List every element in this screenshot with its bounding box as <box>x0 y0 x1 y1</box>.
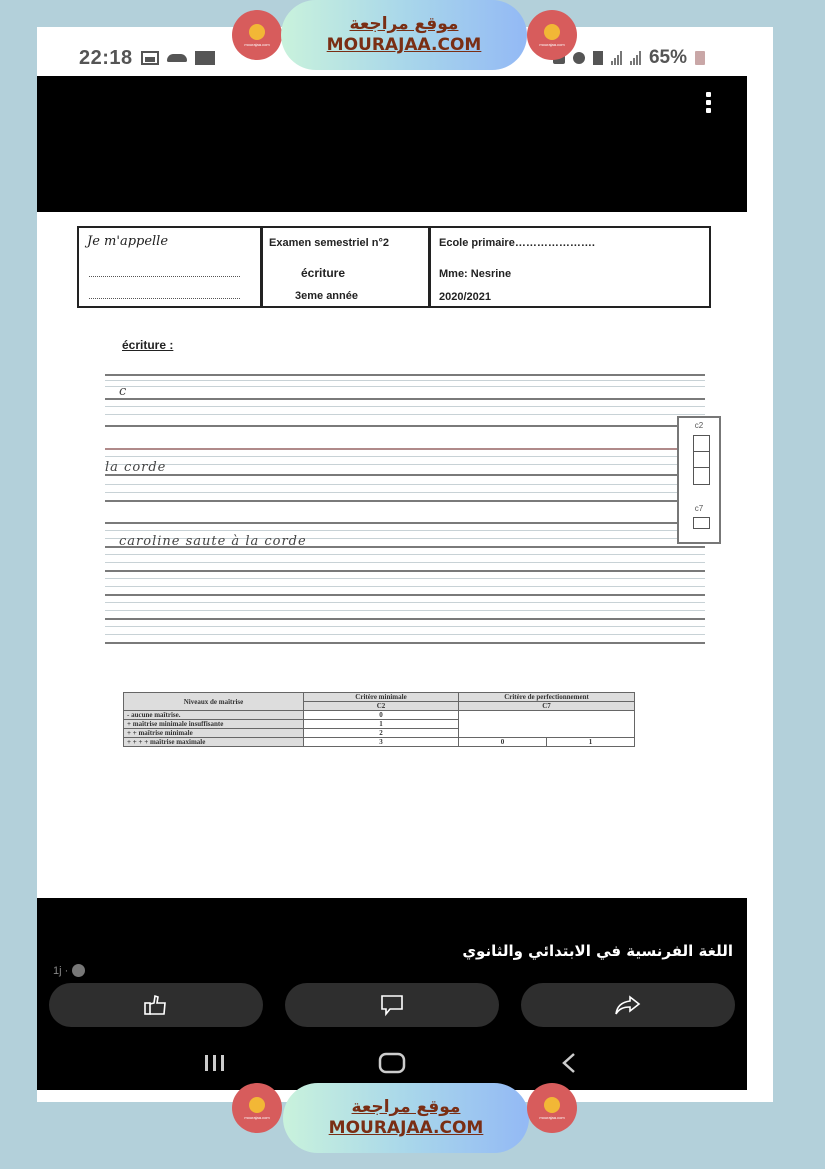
table-row: + + + + maîtrise maximale 3 0 1 <box>124 738 635 747</box>
model-text: la corde <box>105 460 167 475</box>
battery-percent: 65% <box>648 47 687 68</box>
post-meta <box>53 964 85 977</box>
c7-score-cell <box>693 517 710 529</box>
writing-lines <box>105 370 705 648</box>
model-text: c <box>119 384 128 399</box>
exam-title: Examen semestriel n°2 <box>269 237 389 249</box>
post-actions <box>49 983 735 1027</box>
school-cell <box>431 228 709 306</box>
criteria-box <box>677 416 721 544</box>
watermark-logo-right: mourajaa.com <box>527 10 577 60</box>
table-row: + + maîtrise minimale 2 <box>124 729 635 738</box>
model-text: caroline saute à la corde <box>119 534 307 549</box>
recent-apps-icon <box>202 1053 228 1073</box>
share-button[interactable] <box>521 983 735 1027</box>
image-viewer-top-bar <box>37 76 747 212</box>
writing-staff-1 <box>105 370 705 444</box>
watermark-badge-bottom[interactable] <box>283 1083 529 1153</box>
school-year: 2020/2021 <box>439 291 491 303</box>
signal-icon-2 <box>630 51 641 65</box>
c2-score-cells <box>693 435 710 485</box>
watermark-logo-left-bottom: mourajaa.com <box>232 1083 282 1133</box>
section-title: écriture : <box>122 338 174 352</box>
exam-cell <box>263 228 431 306</box>
post-time: 1j · <box>53 964 69 977</box>
watermark-arabic: موقع مراجعة <box>349 14 459 34</box>
comment-icon <box>378 993 406 1017</box>
subject: écriture <box>301 266 346 280</box>
worksheet-header <box>77 226 711 308</box>
thumbs-up-icon <box>142 994 170 1016</box>
home-button[interactable] <box>372 1048 412 1078</box>
battery-icon <box>695 51 705 65</box>
watermark-arabic: موقع مراجعة <box>351 1097 461 1117</box>
header-minimal: Critère minimale <box>304 693 459 702</box>
header-perfection: Critère de perfectionnement <box>459 693 635 702</box>
data-icon <box>593 51 603 65</box>
globe-icon <box>72 964 85 977</box>
name-label: Je m'appelle <box>87 234 169 249</box>
teacher-name: Mme: Nesrine <box>439 268 512 280</box>
comment-button[interactable] <box>285 983 499 1027</box>
name-line <box>89 276 240 277</box>
header-c7: C7 <box>459 702 635 711</box>
grading-table <box>123 692 635 747</box>
cloud-icon <box>167 54 187 62</box>
school-name: Ecole primaire…………………. <box>439 237 595 249</box>
table-row: - aucune maîtrise. 0 <box>124 711 635 720</box>
location-icon <box>573 52 585 64</box>
name-cell <box>79 228 263 306</box>
watermark-logo-right-bottom: mourajaa.com <box>527 1083 577 1133</box>
share-icon <box>613 994 643 1016</box>
writing-staff-3 <box>105 518 705 648</box>
grade-level: 3eme année <box>295 290 358 302</box>
post-footer <box>37 898 747 1090</box>
back-button[interactable] <box>549 1048 589 1078</box>
header-levels: Niveaux de maîtrise <box>124 693 304 711</box>
more-vertical-icon[interactable] <box>706 92 714 113</box>
home-icon <box>377 1052 407 1074</box>
like-button[interactable] <box>49 983 263 1027</box>
back-icon <box>559 1051 579 1075</box>
sd-card-icon <box>195 51 215 65</box>
image-icon <box>141 51 159 65</box>
signal-icon <box>611 51 622 65</box>
c7-label: c7 <box>694 504 704 513</box>
c2-label: c2 <box>694 421 704 430</box>
recent-apps-button[interactable] <box>195 1048 235 1078</box>
android-nav-bar <box>37 1046 747 1080</box>
table-row: + maîtrise minimale insuffisante 1 <box>124 720 635 729</box>
status-time: 22:18 <box>79 46 133 69</box>
watermark-domain: MOURAJAA.COM <box>328 1118 484 1138</box>
post-title[interactable]: اللغة الفرنسية في الابتدائي والثانوي <box>462 942 733 960</box>
watermark-domain: MOURAJAA.COM <box>326 35 482 55</box>
worksheet-image <box>37 212 747 898</box>
header-c2: C2 <box>304 702 459 711</box>
watermark-badge-top[interactable] <box>281 0 527 70</box>
name-line <box>89 298 240 299</box>
writing-staff-2 <box>105 444 705 518</box>
watermark-logo-left: mourajaa.com <box>232 10 282 60</box>
